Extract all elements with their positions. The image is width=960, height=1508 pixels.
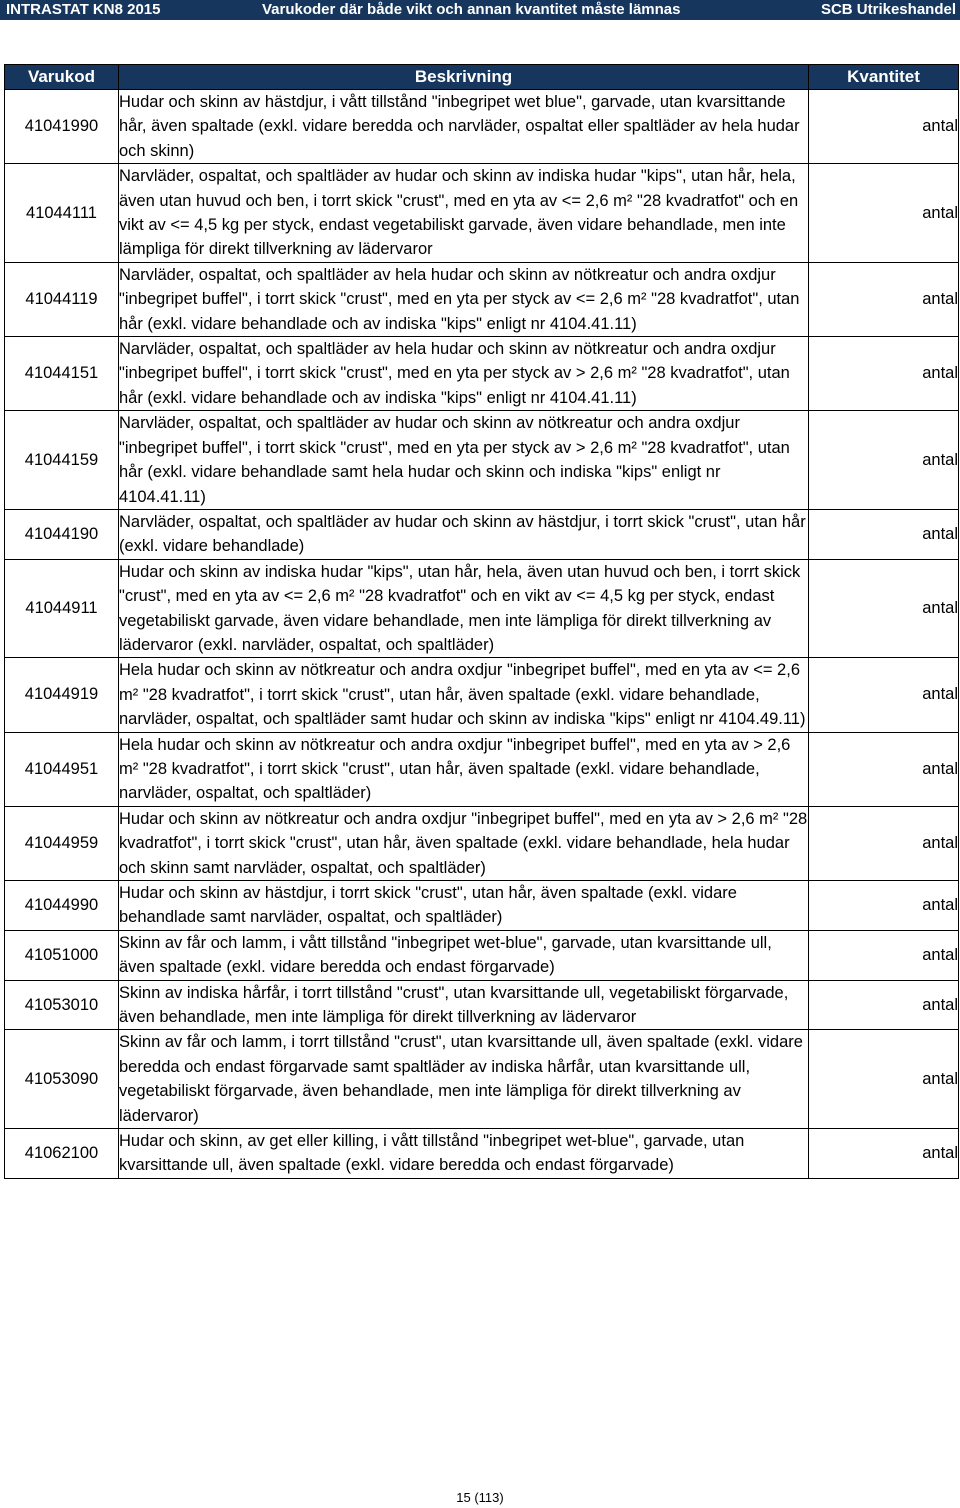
table-row [5, 1030, 959, 1129]
cell-kvantitet: antal [809, 732, 959, 806]
cell-kvantitet: antal [809, 164, 959, 263]
cell-varukod: 41044111 [5, 164, 119, 263]
cell-kvantitet: antal [809, 337, 959, 411]
table-row [5, 930, 959, 980]
cell-varukod: 41044959 [5, 806, 119, 880]
cell-beskrivning: Hudar och skinn av hästdjur, i torrt skick "crust", utan hår, även spaltade (exkl. vidare behandlade samt narvläder, ospaltat, och spaltläder) [119, 881, 809, 931]
cell-beskrivning: Hudar och skinn av hästdjur, i vått tillstånd "inbegripet wet blue", garvade, utan kvarsittande hår, även spaltade (exkl. vidare beredda och narvläder, ospaltat eller spaltläder av hela hudar och skinn) [119, 90, 809, 164]
cell-kvantitet: antal [809, 559, 959, 658]
cell-varukod: 41044919 [5, 658, 119, 732]
publisher-name: SCB Utrikeshandel [820, 1, 956, 18]
commodity-code-table [4, 64, 959, 1179]
cell-kvantitet: antal [809, 1129, 959, 1179]
column-header-beskrivning: Beskrivning [119, 65, 809, 90]
cell-beskrivning: Skinn av indiska hårfår, i torrt tillstånd "crust", utan kvarsittande ull, vegetabiliskt förgarvade, även behandlade, men inte lämpliga för direkt tillverkning av lädervaror [119, 980, 809, 1030]
cell-kvantitet: antal [809, 262, 959, 336]
cell-beskrivning: Narvläder, ospaltat, och spaltläder av hudar och skinn av hästdjur, i torrt skick "crust", utan hår (exkl. vidare behandlade) [119, 509, 809, 559]
cell-beskrivning: Narvläder, ospaltat, och spaltläder av hudar och skinn av indiska hudar "kips", utan hår, hela, även utan huvud och ben, i torrt skick "crust", med en yta av <= 2,6 m² "28 kvadratfot" och en vikt av <= 4,5 kg per styck, endast vegetabiliskt garvade, även vidare behandlade, men inte lämpliga för direkt tillverkning av lädervaror [119, 164, 809, 263]
table-row [5, 1129, 959, 1179]
cell-beskrivning: Hela hudar och skinn av nötkreatur och andra oxdjur "inbegripet buffel", med en yta av <= 2,6 m² "28 kvadratfot", i torrt skick "crust", utan hår, även spaltade (exkl. vidare behandlade, narvläder, ospaltat, och spaltläder samt hudar och skinn av indiska "kips" enligt nr 4104.49.11) [119, 658, 809, 732]
column-header-kvantitet: Kvantitet [809, 65, 959, 90]
cell-beskrivning: Skinn av får och lamm, i torrt tillstånd "crust", utan kvarsittande ull, även spaltade (exkl. vidare beredda och endast förgarvade samt spaltläder av indiska hårfår, utan kvarsittande ull, vegetabiliskt förgarvade, även behandlade, men inte lämpliga för direkt tillverkning av lädervaror) [119, 1030, 809, 1129]
cell-kvantitet: antal [809, 1030, 959, 1129]
table-row [5, 881, 959, 931]
cell-varukod: 41053090 [5, 1030, 119, 1129]
cell-varukod: 41062100 [5, 1129, 119, 1179]
page-number: 15 (113) [456, 1490, 504, 1505]
table-row [5, 980, 959, 1030]
document-title: INTRASTAT KN8 2015 [6, 1, 161, 18]
cell-varukod: 41044911 [5, 559, 119, 658]
cell-varukod: 41044190 [5, 509, 119, 559]
table-row [5, 509, 959, 559]
table-row [5, 164, 959, 263]
page-header-bar [0, 0, 960, 20]
cell-varukod: 41044159 [5, 411, 119, 510]
table-row [5, 90, 959, 164]
cell-varukod: 41053010 [5, 980, 119, 1030]
cell-kvantitet: antal [809, 411, 959, 510]
document-subtitle: Varukoder där både vikt och annan kvantitet måste lämnas [262, 1, 681, 18]
table-row [5, 411, 959, 510]
cell-beskrivning: Skinn av får och lamm, i vått tillstånd "inbegripet wet-blue", garvade, utan kvarsittande ull, även spaltade (exkl. vidare beredda och endast förgarvade) [119, 930, 809, 980]
table-row [5, 262, 959, 336]
table-row [5, 559, 959, 658]
table-row [5, 806, 959, 880]
cell-kvantitet: antal [809, 90, 959, 164]
cell-kvantitet: antal [809, 930, 959, 980]
table-row [5, 732, 959, 806]
cell-varukod: 41044151 [5, 337, 119, 411]
cell-varukod: 41044119 [5, 262, 119, 336]
column-header-varukod: Varukod [5, 65, 119, 90]
table-row [5, 658, 959, 732]
cell-kvantitet: antal [809, 658, 959, 732]
cell-beskrivning: Hudar och skinn, av get eller killing, i vått tillstånd "inbegripet wet-blue", garvade, utan kvarsittande ull, även spaltade (exkl. vidare beredda och endast förgarvade) [119, 1129, 809, 1179]
cell-varukod: 41044990 [5, 881, 119, 931]
cell-kvantitet: antal [809, 806, 959, 880]
cell-varukod: 41041990 [5, 90, 119, 164]
table-header-row [5, 65, 959, 90]
cell-beskrivning: Narvläder, ospaltat, och spaltläder av hudar och skinn av nötkreatur och andra oxdjur "inbegripet buffel", i torrt skick "crust", med en yta per styck av > 2,6 m² "28 kvadratfot", utan hår (exkl. vidare behandlade samt hela hudar och skinn och indiska "kips" enligt nr 4104.41.11) [119, 411, 809, 510]
cell-beskrivning: Hela hudar och skinn av nötkreatur och andra oxdjur "inbegripet buffel", med en yta av > 2,6 m² "28 kvadratfot", i torrt skick "crust", utan hår, även spaltade (exkl. vidare behandlade, narvläder, ospaltat, och spaltläder) [119, 732, 809, 806]
cell-kvantitet: antal [809, 980, 959, 1030]
cell-beskrivning: Narvläder, ospaltat, och spaltläder av hela hudar och skinn av nötkreatur och andra oxdjur "inbegripet buffel", i torrt skick "crust", med en yta per styck av > 2,6 m² "28 kvadratfot", utan hår (exkl. vidare behandlade och av indiska "kips" enligt nr 4104.41.11) [119, 337, 809, 411]
cell-beskrivning: Narvläder, ospaltat, och spaltläder av hela hudar och skinn av nötkreatur och andra oxdjur "inbegripet buffel", i torrt skick "crust", med en yta per styck av <= 2,6 m² "28 kvadratfot", utan hår (exkl. vidare behandlade och av indiska "kips" enligt nr 4104.41.11) [119, 262, 809, 336]
cell-varukod: 41051000 [5, 930, 119, 980]
cell-varukod: 41044951 [5, 732, 119, 806]
cell-kvantitet: antal [809, 881, 959, 931]
table-row [5, 337, 959, 411]
cell-beskrivning: Hudar och skinn av nötkreatur och andra oxdjur "inbegripet buffel", med en yta av > 2,6 m² "28 kvadratfot", i torrt skick "crust", utan hår, även spaltade (exkl. vidare behandlade, hela hudar och skinn samt narvläder, ospaltat, och spaltläder) [119, 806, 809, 880]
cell-kvantitet: antal [809, 509, 959, 559]
cell-beskrivning: Hudar och skinn av indiska hudar "kips", utan hår, hela, även utan huvud och ben, i torrt skick "crust", med en yta av <= 2,6 m² "28 kvadratfot" och en vikt av <= 4,5 kg per styck, endast vegetabiliskt garvade, även vidare behandlade, men inte lämpliga för direkt tillverkning av lädervaror (exkl. narvläder, ospaltat, och spaltläder) [119, 559, 809, 658]
